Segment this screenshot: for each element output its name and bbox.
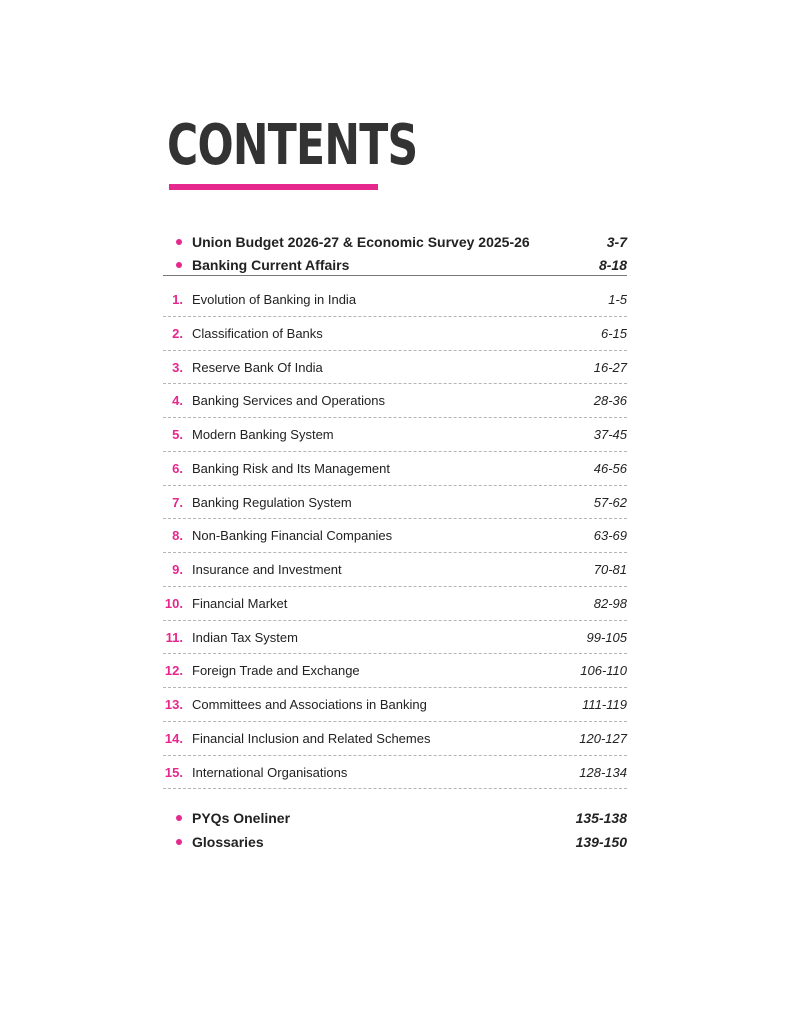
bottom-sections-list [167, 806, 627, 854]
chapter-pages: 37-45 [593, 427, 627, 442]
section-entry-current-affairs[interactable] [167, 253, 627, 276]
section-title: Banking Current Affairs [192, 256, 350, 273]
chapter-row[interactable] [163, 722, 627, 756]
chapter-row[interactable] [163, 688, 627, 722]
chapter-number: 14. [164, 730, 183, 746]
chapter-pages: 46-56 [593, 460, 627, 476]
section-pages: 8-18 [598, 256, 627, 273]
chapter-row[interactable] [163, 587, 627, 621]
chapter-row[interactable] [163, 384, 627, 418]
title-underline [169, 184, 378, 190]
chapter-number: 12. [164, 663, 183, 679]
chapter-title: Insurance and Investment [192, 562, 342, 577]
chapter-number: 6. [172, 460, 183, 476]
section-pages: 139-150 [575, 834, 627, 850]
chapter-title: Financial Market [192, 595, 288, 611]
chapter-number: 1. [172, 292, 183, 307]
section-title: Union Budget 2026-27 & Economic Survey 2025-26 [192, 233, 530, 250]
chapter-title: Banking Services and Operations [192, 393, 385, 409]
chapter-row[interactable] [163, 452, 627, 486]
chapter-row[interactable] [163, 519, 627, 553]
chapter-pages: 16-27 [593, 359, 627, 375]
chapter-title: Committees and Associations in Banking [192, 697, 427, 712]
chapter-number: 4. [172, 393, 183, 409]
chapter-pages: 57-62 [593, 494, 627, 510]
chapter-number: 7. [172, 494, 183, 510]
chapter-row[interactable] [163, 283, 627, 317]
chapter-title: Modern Banking System [192, 427, 334, 442]
bullet-icon [176, 839, 182, 845]
chapter-pages: 1-5 [608, 292, 627, 307]
chapter-number: 13. [164, 697, 183, 712]
chapter-title: Classification of Banks [192, 325, 323, 341]
top-sections-list [167, 230, 627, 276]
page-title: CONTENTS [167, 113, 418, 178]
section-title: PYQs Oneliner [192, 810, 291, 826]
chapter-number: 5. [172, 427, 183, 442]
chapter-list [163, 283, 627, 789]
chapter-row[interactable] [163, 621, 627, 655]
chapter-pages: 111-119 [582, 697, 627, 712]
chapter-title: Banking Risk and Its Management [192, 460, 390, 476]
chapter-title: International Organisations [192, 764, 348, 780]
section-pages: 135-138 [575, 810, 627, 826]
chapter-number: 2. [172, 325, 183, 341]
chapter-title: Evolution of Banking in India [192, 292, 357, 307]
chapter-title: Banking Regulation System [192, 494, 352, 510]
chapter-pages: 82-98 [593, 595, 627, 611]
chapter-pages: 6-15 [600, 325, 627, 341]
chapter-row[interactable] [163, 351, 627, 385]
chapter-pages: 28-36 [593, 393, 627, 409]
chapter-row[interactable] [163, 654, 627, 688]
section-entry-pyqs[interactable] [167, 806, 627, 830]
chapter-pages: 63-69 [593, 528, 627, 544]
section-entry-glossaries[interactable] [167, 830, 627, 854]
bullet-icon [176, 815, 182, 821]
chapter-number: 9. [172, 562, 183, 577]
chapter-row[interactable] [163, 486, 627, 520]
chapter-row[interactable] [163, 553, 627, 587]
section-title: Glossaries [192, 834, 264, 850]
chapter-number: 8. [172, 528, 183, 544]
section-divider [163, 275, 627, 276]
chapter-pages: 99-105 [586, 629, 627, 645]
chapter-pages: 120-127 [579, 730, 627, 746]
section-pages: 3-7 [606, 233, 627, 250]
chapter-row[interactable] [163, 317, 627, 351]
chapter-number: 10. [164, 595, 183, 611]
chapter-pages: 128-134 [579, 764, 627, 780]
chapter-title: Reserve Bank Of India [192, 359, 323, 375]
chapter-number: 15. [164, 764, 183, 780]
chapter-number: 3. [172, 359, 183, 375]
section-entry-budget[interactable] [167, 230, 627, 253]
chapter-pages: 70-81 [593, 562, 627, 577]
chapter-title: Non-Banking Financial Companies [192, 528, 393, 544]
chapter-title: Financial Inclusion and Related Schemes [192, 730, 431, 746]
chapter-title: Foreign Trade and Exchange [192, 663, 360, 679]
chapter-row[interactable] [163, 756, 627, 790]
chapter-number: 11. [165, 629, 183, 645]
chapter-title: Indian Tax System [192, 629, 298, 645]
bullet-icon [176, 262, 182, 268]
bullet-icon [176, 239, 182, 245]
chapter-pages: 106-110 [580, 663, 627, 679]
chapter-row[interactable] [163, 418, 627, 452]
